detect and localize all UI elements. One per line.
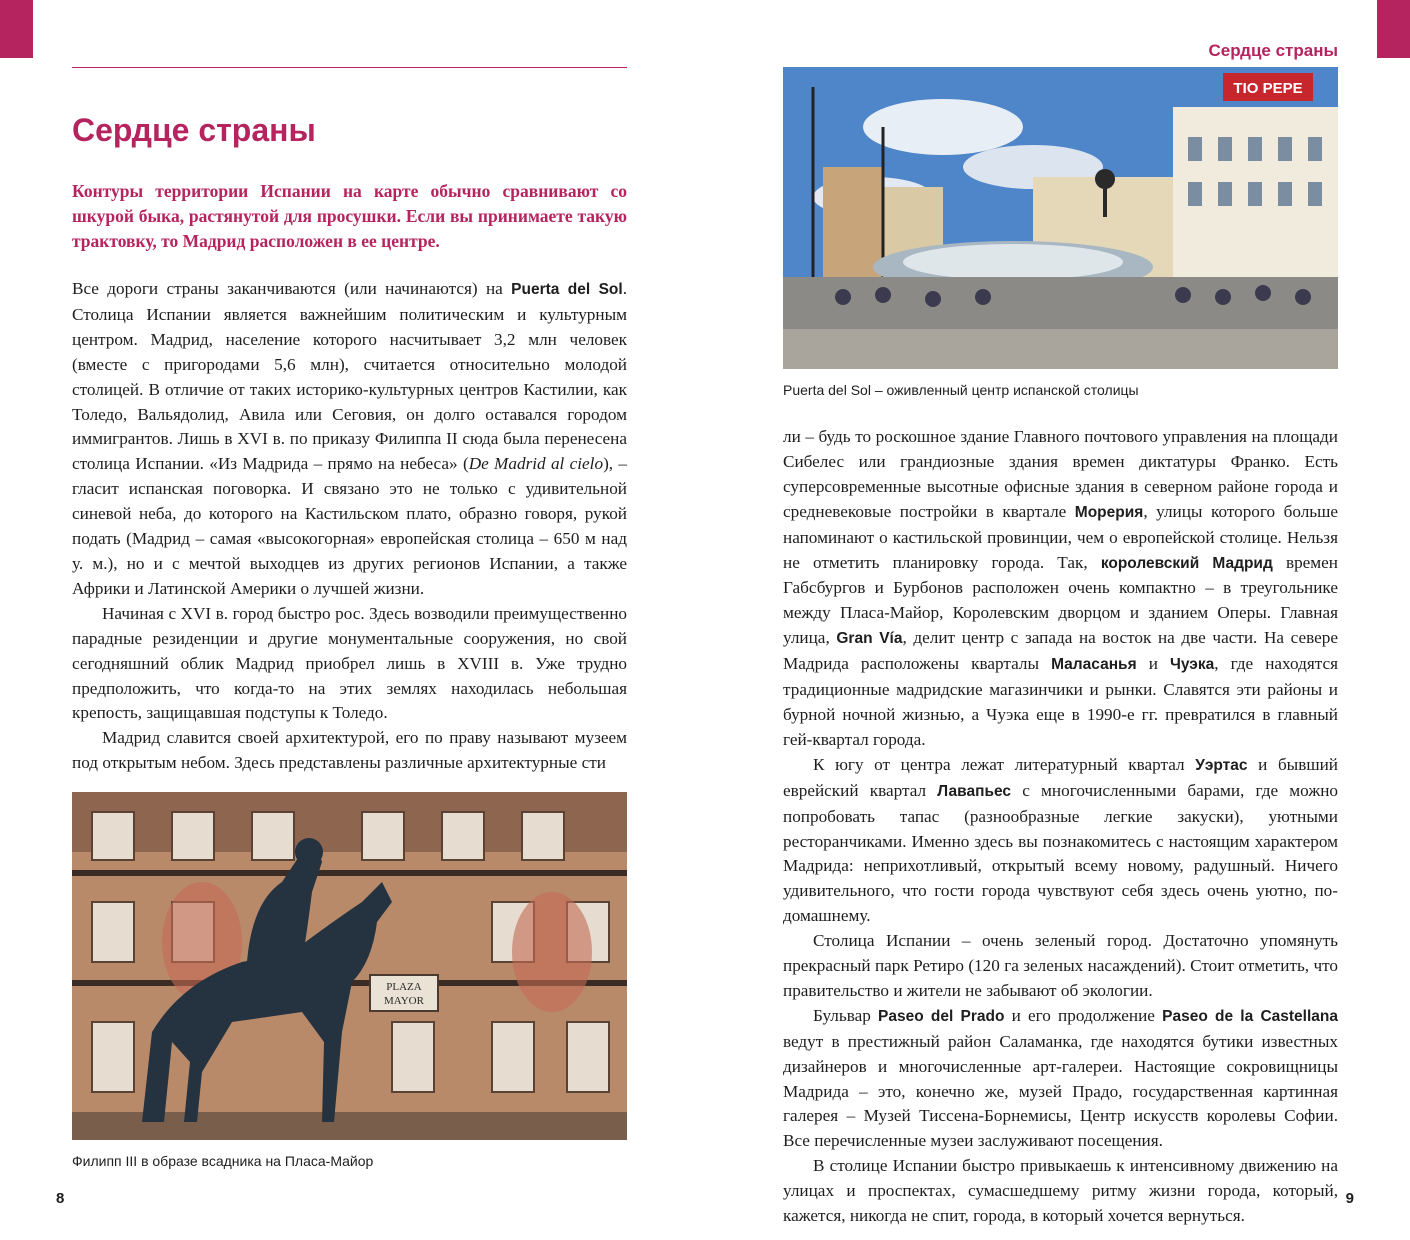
left-text-column (72, 277, 627, 777)
right-text-column (783, 425, 1339, 1226)
chapter-title: Сердце страны (72, 112, 316, 148)
highlight-term: королевский Мадрид (1100, 554, 1273, 572)
paragraph: Все дороги страны заканчиваются (или начинаются) на Puerta del Sol. Столица Испании является важнейшим политическим и культурным центром. Мадрид, население которого насчитывает 3,2 млн человек (вместе с пригородами 5,6 млн), считается относительно молодой столицей. В отличие от таких историко-культурных центров Кастилии, как Толедо, Вальядолид, Авила или Сеговия, он долго оставался городом иммигрантов. Лишь в XVI в. по приказу Филиппа II сюда была перенесена столица Испании. «Из Мадрида – прямо на небеса» (De Madrid al cielo), – гласит испанская поговорка. И связано это не только с удивительной синевой неба, до которого на Кастильском плато, образно говоря, рукой подать (Мадрид – самая «высокогорная» европейская столица – 650 м над у. м.), но и с мечтой выходцев из других регионов Испании, а также Африки и Латинской Америки о лучшей жизни. (72, 279, 628, 598)
italic-phrase: De Madrid al cielo (468, 454, 604, 474)
paragraph: Мадрид славится своей архитектурой, его по праву называют музеем под открытым небом. Здесь представлены различные архитектурные сти (72, 728, 627, 773)
highlight-term: Чуэка (1169, 656, 1215, 674)
paragraph: В столице Испании быстро привыкаешь к интенсивному движению на улицах и проспектах, сумасшедшему ритму жизни города, который, кажется, никогда не спит, города, в который хочется вернуться. (783, 1156, 1338, 1226)
highlight-term: Paseo de la Castellana (1162, 1007, 1338, 1025)
paragraph: Начиная с XVI в. город быстро рос. Здесь возводили преимущественно парадные резиденции и другие монументальные сооружения, но свой сегодняшний облик Мадрид приобрел лишь в XVIII в. Уже трудно предположить, что когда-то на этих землях находилась небольшая крепость, защищавшая подступы к Толедо. (72, 603, 627, 723)
highlight-term: Paseo del Prado (878, 1007, 1005, 1025)
highlight-term: Gran Vía (836, 630, 903, 648)
plaza-sign-line2: MAYOR (384, 995, 424, 1007)
highlight-term: Уэртас (1195, 756, 1248, 774)
highlight-term: Маласанья (1051, 656, 1137, 674)
highlight-term: Лавапьес (937, 782, 1012, 800)
tio-pepe-sign: TIO PEPE (1233, 80, 1303, 97)
header-rule (72, 67, 627, 68)
plaza-sign-line1: PLAZA (386, 981, 422, 993)
paragraph: Бульвар Paseo del Prado и его продолжение Paseo de la Castellana ведут в престижный район Саламанка, где находятся бутики известных дизайнеров и многочисленные арт-галереи. Настоящие сокровищницы Мадрида – это, конечно же, музей Прадо, государственная картинная галерея – Музей Тиссена-Борнемисы, Центр искусств королевы Софии. Все перечисленные музеи заслуживают посещения. (783, 1005, 1338, 1151)
page-number-right: 9 (1345, 1190, 1354, 1207)
page-number-left: 8 (56, 1190, 65, 1207)
lead-paragraph: Контуры территории Испании на карте обычно сравнивают со шкурой быка, растянутой для просушки. Если вы принимаете такую трактовку, то Мадрид расположен в ее центре. (72, 181, 627, 251)
paragraph: ли – будь то роскошное здание Главного почтового управления на площади Сибелес или грандиозные здания времен диктатуры Франко. Есть суперсовременные высотные офисные здания в северном районе города и средневековые постройки в квартале Морерия, улицы которого больше напоминают о кастильской провинции, чем о европейской столице. Нельзя не отметить планировку города. Так, королевский Мадрид времен Габсбургов и Бурбонов расположен очень компактно – в треугольнике между Пласа-Майор, Королевским дворцом и зданием Оперы. Главная улица, Gran Vía, делит центр с запада на восток на две части. На севере Мадрида расположены кварталы Маласанья и Чуэка, где находятся традиционные мадридские магазинчики и рынки. Славятся эти районы и бурной ночной жизнью, а Чуэка еще в 1990-е гг. превратился в главный гей-квартал города. (783, 427, 1339, 749)
plaza-mayor-caption: Филипп III в образе всадника на Пласа-Майор (72, 1153, 374, 1169)
puerta-del-sol-photo (783, 67, 1338, 369)
left-page-tab (0, 0, 33, 58)
plaza-mayor-photo (72, 792, 627, 1140)
running-head: Сердце страны (1208, 41, 1338, 60)
paragraph: К югу от центра лежат литературный квартал Уэртас и бывший еврейский квартал Лавапьес с многочисленными барами, где можно попробовать тапас (разнообразные легкие закуски), уютными ресторанчиками. Именно здесь вы познакомитесь с настоящим характером Мадрида: неприхотливый, открытый всему новому, радушный. Ничего удивительного, что гости города чувствуют себя здесь очень уютно, по-домашнему. (783, 754, 1338, 926)
right-page-tab (1377, 0, 1410, 58)
highlight-term: Морерия (1074, 503, 1144, 521)
highlight-term: Puerta del Sol (511, 281, 623, 298)
paragraph: Столица Испании – очень зеленый город. Достаточно упомянуть прекрасный парк Ретиро (120 га зеленых насаждений). Стоит отметить, что правительство и жители не забывают об экологии. (783, 931, 1338, 1000)
puerta-del-sol-caption: Puerta del Sol – оживленный центр испанской столицы (783, 382, 1139, 398)
